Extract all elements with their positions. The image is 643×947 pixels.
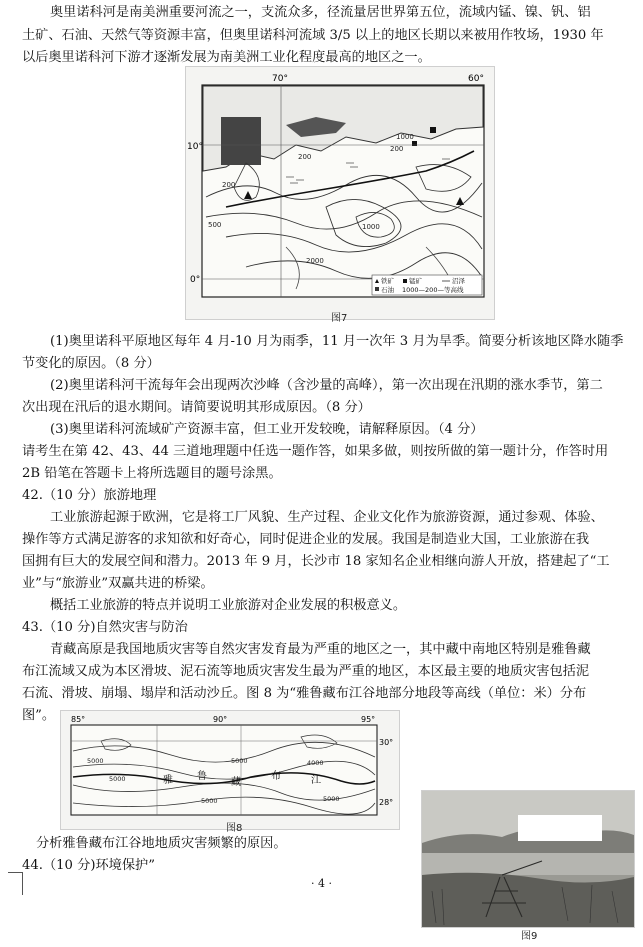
- fig7-contour-label: 200: [298, 153, 312, 161]
- q42-body-3: 国拥有巨大的发展空间和潜力。2013 年 9 月，长沙市 18 家知名企业相继向游人开放，搭建起了“工: [22, 554, 610, 569]
- legend-marsh: 沼泽: [452, 277, 465, 285]
- fig7-lon-70: 70°: [272, 74, 288, 84]
- q43-body-2: 布江流域又成为本区滑坡、泥石流等地质灾害发生最为严重的地区，本区最主要的地质灾害包括泥: [22, 664, 590, 679]
- fig7-contour-label: 200: [390, 145, 404, 153]
- fig7-contour-label: 1000: [362, 223, 380, 231]
- intro-line-3: 以后奥里诺科河下游才逐渐发展为南美洲工业化程度最高的地区之一。: [22, 50, 431, 65]
- q42-body-2: 操作等方式满足游客的求知欲和好奇心，同时促进企业的发展。我国是制造业大国，工业旅游在我: [22, 532, 590, 547]
- fig7-contour-label: 500: [208, 221, 222, 229]
- fig8-lon-85: 85°: [71, 715, 86, 724]
- figure-9-photo: [421, 790, 635, 928]
- fig8-lon-90: 90°: [213, 715, 228, 724]
- figure-8-caption: 图8: [226, 823, 243, 834]
- fig7-lon-60: 60°: [468, 74, 484, 84]
- choose-note-line-1: 请考生在第 42、43、44 三道地理题中任选一题作答，如果多做，则按所做的第一题计分，作答时用: [22, 444, 609, 459]
- fig7-lat-10: 10°: [187, 142, 203, 152]
- legend-oil: 石油: [381, 286, 394, 294]
- fig8-river-char: 鲁: [197, 771, 207, 782]
- figure-8-map: [60, 710, 400, 830]
- q3-line: (3)奥里诺科河流域矿产资源丰富，但工业开发较晚，请解释原因。（4 分）: [50, 422, 484, 437]
- fig8-lon-95: 95°: [361, 715, 376, 724]
- q43-title: 43.（10 分)自然灾害与防治: [22, 620, 188, 635]
- fig7-contour-label: 2000: [306, 257, 324, 265]
- fig7-lat-0: 0°: [190, 275, 201, 285]
- intro-line-1: 奥里诺科河是南美洲重要河流之一，支流众多，径流量居世界第五位，流域内锰、镍、钒、铝: [50, 5, 591, 20]
- fig8-lat-28: 28°: [379, 798, 394, 807]
- fig8-contour-label: 5000: [231, 757, 248, 765]
- fig7-contour-label: 1000: [396, 133, 414, 141]
- figure-7-caption: 图7: [331, 313, 348, 324]
- fig7-contour-label: 200: [222, 181, 236, 189]
- intro-line-2: 土矿、石油、天然气等资源丰富，但奥里诺科河流域 3/5 以上的地区长期以来被用作牧场，1930 年: [22, 28, 604, 43]
- q44-title: 44.（10 分)环境保护”: [22, 858, 155, 873]
- q1-line-2: 节变化的原因。（8 分）: [22, 356, 160, 371]
- q43-body-1: 青藏高原是我国地质灾害等自然灾害发育最为严重的地区之一，其中藏中南地区特别是雅鲁藏: [50, 642, 591, 657]
- legend-manganese: 锰矿: [409, 277, 422, 285]
- fig8-river-char: 雅: [163, 775, 173, 786]
- fig9-landscape-photo: [422, 791, 634, 927]
- fig8-river-char: 江: [311, 775, 321, 786]
- fig8-contour-label: 5000: [109, 775, 126, 783]
- q43-body-3: 石流、滑坡、崩塌、塌岸和活动沙丘。图 8 为“雅鲁藏布江谷地部分地段等高线（单位：米）分布: [22, 686, 587, 701]
- fig8-contour-label: 4000: [307, 759, 324, 767]
- legend-contour: 1000—200—等高线: [402, 286, 464, 294]
- fig8-contour-label: 5000: [323, 795, 340, 803]
- fig8-river-char: 布: [271, 771, 281, 782]
- legend-iron: 铁矿: [381, 277, 394, 285]
- page-number: · 4 ·: [311, 877, 332, 890]
- q2-line-1: (2)奥里诺科河干流每年会出现两次沙峰（含沙量的高峰），第一次出现在汛期的涨水季节，第二: [50, 378, 603, 393]
- crop-mark: [8, 872, 23, 895]
- choose-note-line-2: 2B 铅笔在答题卡上将所选题目的题号涂黑。: [22, 466, 282, 481]
- fig8-lat-30: 30°: [379, 738, 394, 747]
- fig8-contour-label: 5000: [87, 757, 104, 765]
- q1-line-1: (1)奥里诺科平原地区每年 4 月-10 月为雨季，11 月一次年 3 月为旱季。简要分析该地区降水随季: [50, 334, 624, 349]
- q43-body-4: 图”。: [22, 708, 56, 723]
- yarlung-contour-map: [61, 711, 399, 829]
- fig8-contour-label: 5000: [201, 797, 218, 805]
- q43-question: 分析雅鲁藏布江谷地地质灾害频繁的原因。: [36, 836, 287, 851]
- figure-9-caption: 图9: [521, 931, 538, 942]
- orinoco-contour-map: [186, 67, 494, 319]
- q2-line-2: 次出现在汛后的退水期间。请简要说明其形成原因。（8 分）: [22, 400, 371, 415]
- figure-7-map: [185, 66, 495, 320]
- q42-question: 概括工业旅游的特点并说明工业旅游对企业发展的积极意义。: [50, 598, 407, 613]
- q42-title: 42.（10 分）旅游地理: [22, 488, 157, 503]
- q42-body-4: 业”与“旅游业”双赢共进的桥梁。: [22, 576, 214, 591]
- fig8-river-char: 藏: [231, 777, 241, 788]
- q42-body-1: 工业旅游起源于欧洲，它是将工厂风貌、生产过程、企业文化作为旅游资源，通过参观、体验、: [50, 510, 604, 525]
